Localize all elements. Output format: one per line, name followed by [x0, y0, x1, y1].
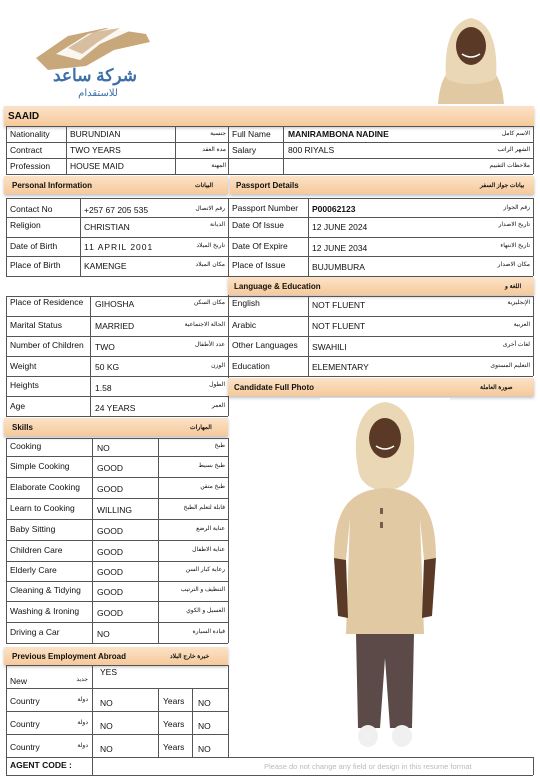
issue-place-label: Place of Issue: [232, 260, 286, 270]
religion-arabic: الديانة: [209, 222, 225, 228]
age-value: 24 YEARS: [95, 403, 136, 413]
arabic-label: Arabic: [232, 320, 257, 330]
skills-arabic: المهارات: [190, 425, 212, 431]
skill-elderly-care-value: GOOD: [97, 567, 123, 577]
pob-label: Place of Birth: [10, 260, 61, 270]
skill-elderly-care-label: Elderly Care: [10, 565, 57, 575]
skill-learn-cooking-label: Learn to Cooking: [10, 503, 75, 513]
skill-cleaning-label: Cleaning & Tidying: [10, 585, 81, 595]
skill-cooking-arabic: طبخ: [214, 443, 225, 449]
weight-value: 50 KG: [95, 362, 120, 372]
skill-cleaning-arabic: التنظيف و الترتيب: [180, 587, 225, 593]
employment-arabic: خبرة خارج البلاد: [170, 654, 210, 660]
passport-number-arabic: رقم الجواز: [503, 205, 530, 211]
candidate-short-name: SAAID: [8, 111, 40, 122]
skill-baby-sitting-label: Baby Sitting: [10, 524, 56, 534]
height-arabic: الطول: [209, 382, 225, 388]
issue-place-arabic: مكان الاصدار: [497, 262, 530, 268]
passport-arabic: بيانات جواز السفر: [480, 183, 525, 189]
nationality-arabic: جنسية: [210, 131, 226, 137]
country-2-value: NO: [100, 721, 113, 731]
height-label: Heights: [10, 380, 39, 390]
skill-driving-value: NO: [97, 629, 110, 639]
residence-label: Place of Residence: [10, 297, 84, 307]
years-3-label: Years: [163, 742, 185, 752]
education-arabic: التعليم المستوى: [490, 363, 530, 369]
years-1-label: Years: [163, 696, 185, 706]
contact-label: Contact No: [10, 204, 53, 214]
full-name-value: MANIRAMBONA NADINE: [288, 129, 389, 139]
pob-value: KAMENGE: [84, 261, 127, 271]
skill-simple-cooking-value: GOOD: [97, 463, 123, 473]
skill-baby-sitting-value: GOOD: [97, 526, 123, 536]
contract-value: TWO YEARS: [70, 145, 121, 155]
children-arabic: عدد الأطفال: [194, 342, 225, 348]
skill-driving-label: Driving a Car: [10, 627, 60, 637]
country-1-value: NO: [100, 698, 113, 708]
years-2-label: Years: [163, 719, 185, 729]
marital-label: Marital Status: [10, 320, 62, 330]
skill-learn-cooking-value: WILLING: [97, 505, 132, 515]
profession-arabic: المهنة: [211, 163, 226, 169]
country-1-label: Country: [10, 696, 40, 706]
skill-washing-arabic: الغسيل و الكوي: [186, 608, 225, 614]
skill-elaborate-cooking-label: Elaborate Cooking: [10, 482, 80, 492]
logo-arabic-tagline: للاستقدام: [78, 88, 118, 99]
weight-label: Weight: [10, 361, 37, 371]
dob-label: Date of Birth: [10, 241, 58, 251]
agent-code-label: AGENT CODE :: [10, 760, 72, 770]
skill-elderly-care-arabic: رعاية كبار السن: [185, 567, 225, 573]
residence-value: GIHOSHA: [95, 299, 135, 309]
country-2-arabic: دولة: [77, 720, 88, 726]
skill-cooking-label: Cooking: [10, 441, 42, 451]
employment-title: Previous Employment Abroad: [12, 652, 126, 661]
profession-value: HOUSE MAID: [70, 161, 124, 171]
issue-date-arabic: تاريخ الاصدار: [498, 222, 530, 228]
residence-arabic: مكان السكن: [193, 300, 225, 306]
pob-arabic: مكان الميلاد: [195, 262, 225, 268]
age-label: Age: [10, 401, 26, 411]
photo-title: Candidate Full Photo: [234, 383, 314, 392]
age-arabic: العمر: [211, 403, 225, 409]
expiry-date-label: Date Of Expire: [232, 241, 288, 251]
skill-cooking-value: NO: [97, 443, 110, 453]
full-body-photo: [320, 398, 450, 756]
new-arabic: جديد: [76, 677, 88, 683]
skill-washing-label: Washing & Ironing: [10, 606, 80, 616]
passport-title: Passport Details: [236, 181, 299, 190]
skill-children-care-label: Children Care: [10, 545, 63, 555]
dob-value: 11 APRIL 2001: [84, 242, 154, 252]
skill-children-care-value: GOOD: [97, 547, 123, 557]
country-2-label: Country: [10, 719, 40, 729]
skill-elaborate-cooking-value: GOOD: [97, 484, 123, 494]
children-value: TWO: [95, 342, 115, 352]
expiry-date-arabic: تاريخ الانتهاء: [500, 243, 530, 249]
arabic-arabic: العربية: [513, 322, 530, 328]
skill-children-care-arabic: عناية الاطفال: [192, 547, 225, 553]
personal-info-title: Personal Information: [12, 181, 93, 190]
issue-place-value: BUJUMBURA: [312, 262, 365, 272]
english-label: English: [232, 298, 260, 308]
education-value: ELEMENTARY: [312, 362, 369, 372]
arabic-value: NOT FLUENT: [312, 321, 366, 331]
other-languages-label: Other Languages: [232, 340, 298, 350]
marital-arabic: الحالة الاجتماعية: [184, 322, 225, 328]
years-3-value: NO: [198, 744, 211, 754]
skills-title: Skills: [12, 423, 33, 432]
issue-date-value: 12 JUNE 2024: [312, 222, 368, 232]
logo-arabic-name: شركة ساعد: [52, 66, 138, 85]
religion-label: Religion: [10, 220, 41, 230]
passport-number-value: P00062123: [312, 204, 356, 214]
evaluation-notes-arabic: ملاحظات التقييم: [489, 163, 530, 169]
country-1-arabic: دولة: [77, 697, 88, 703]
nationality-value: BURUNDIAN: [70, 129, 121, 139]
new-label: New: [10, 676, 28, 686]
english-arabic: الإنجليزية: [507, 300, 530, 306]
full-name-arabic: الاسم كامل: [501, 131, 530, 137]
other-languages-value: SWAHILI: [312, 342, 347, 352]
contact-arabic: رقم الاتصال: [195, 206, 225, 212]
photo-arabic: صورة العاملة: [480, 385, 513, 391]
skill-washing-value: GOOD: [97, 608, 123, 618]
other-languages-arabic: لغات أخرى: [502, 342, 530, 348]
issue-date-label: Date Of Issue: [232, 220, 284, 230]
footer-note: Please do not change any field or design in this resume format: [264, 762, 472, 771]
contract-arabic: مدة العقد: [202, 147, 226, 153]
personal-info-arabic: البيانات: [195, 183, 214, 189]
skill-elaborate-cooking-arabic: طبخ متقن: [200, 484, 225, 490]
skill-learn-cooking-arabic: قابلة لتعلم الطبخ: [183, 505, 225, 511]
language-arabic: اللغة و: [505, 284, 522, 290]
contact-value: +257 67 205 535: [84, 205, 149, 215]
salary-label: Salary: [232, 145, 257, 155]
skill-simple-cooking-arabic: طبخ بسيط: [198, 463, 225, 469]
country-3-value: NO: [100, 744, 113, 754]
company-logo: [28, 14, 158, 102]
skill-baby-sitting-arabic: عناية الرضع: [196, 526, 225, 532]
new-value: YES: [100, 667, 118, 677]
full-name-label: Full Name: [232, 129, 271, 139]
skill-driving-arabic: قيادة السيارة: [192, 629, 225, 635]
salary-arabic: الشهر الراتب: [497, 147, 530, 153]
skill-cleaning-value: GOOD: [97, 587, 123, 597]
english-value: NOT FLUENT: [312, 300, 366, 310]
nationality-label: Nationality: [10, 129, 50, 139]
contract-label: Contract: [10, 145, 43, 155]
height-value: 1.58: [95, 383, 112, 393]
dob-arabic: تاريخ الميلاد: [196, 243, 225, 249]
country-3-label: Country: [10, 742, 40, 752]
skill-simple-cooking-label: Simple Cooking: [10, 461, 70, 471]
education-label: Education: [232, 361, 270, 371]
name-band: [4, 106, 534, 126]
salary-value: 800 RIYALS: [288, 145, 335, 155]
weight-arabic: الوزن: [211, 363, 225, 369]
language-title: Language & Education: [234, 282, 321, 291]
religion-value: CHRISTIAN: [84, 222, 130, 232]
profession-label: Profession: [10, 161, 51, 171]
portrait-photo: [428, 8, 514, 104]
years-2-value: NO: [198, 721, 211, 731]
passport-number-label: Passport Number: [232, 203, 299, 213]
years-1-value: NO: [198, 698, 211, 708]
marital-value: MARRIED: [95, 321, 135, 331]
country-3-arabic: دولة: [77, 743, 88, 749]
expiry-date-value: 12 JUNE 2034: [312, 243, 368, 253]
children-label: Number of Children: [10, 340, 84, 350]
